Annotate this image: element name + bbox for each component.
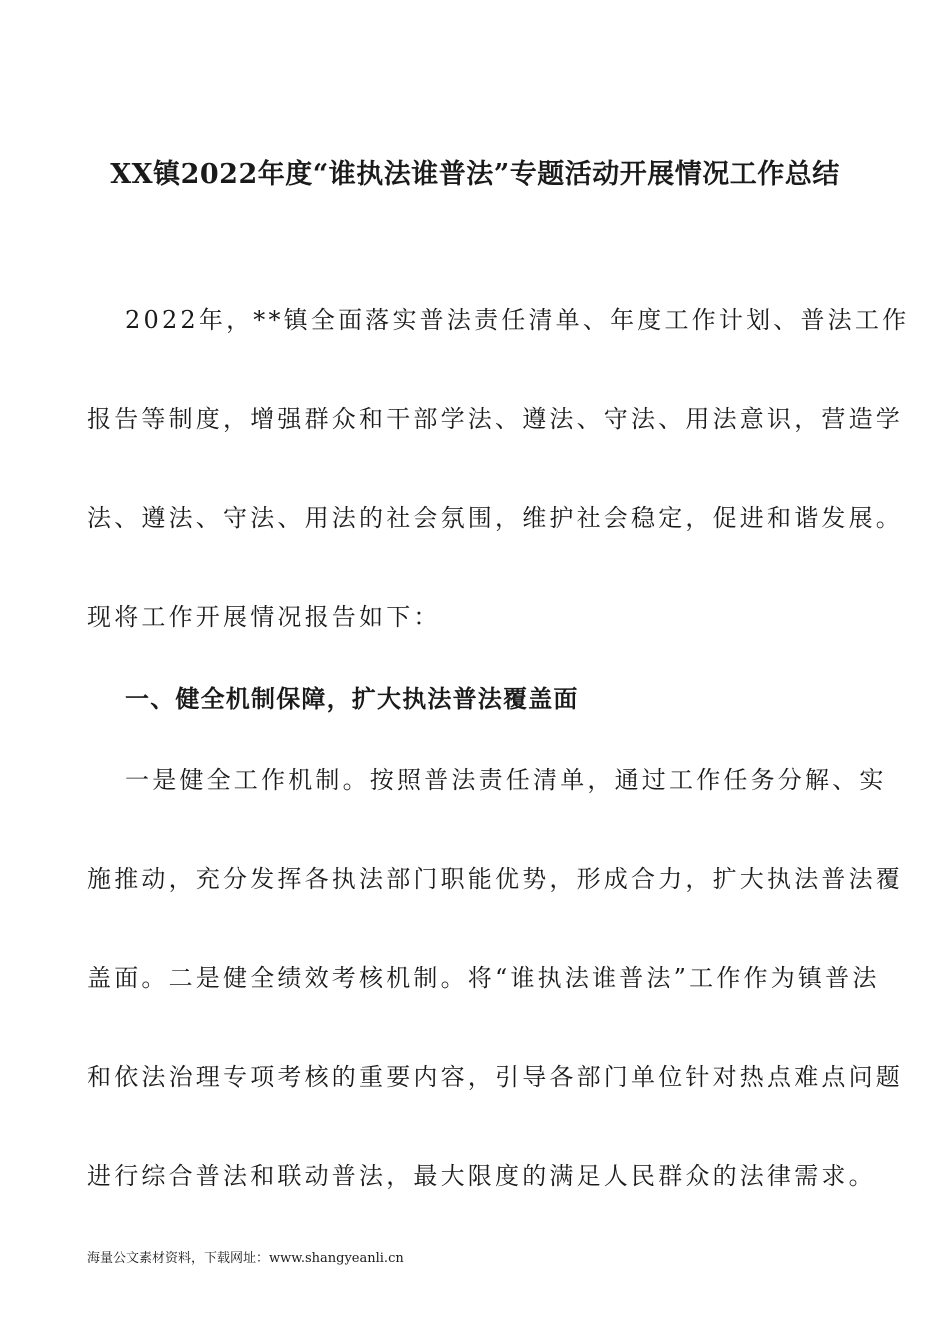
intro-line-3: 法、遵法、守法、用法的社会氛围，维护社会稳定，促进和谐发展。 bbox=[87, 504, 903, 532]
section-line-4: 和依法治理专项考核的重要内容，引导各部门单位针对热点难点问题 bbox=[87, 1063, 903, 1091]
section-line-2: 施推动，充分发挥各执法部门职能优势，形成合力，扩大执法普法覆 bbox=[87, 865, 903, 893]
intro-line-2: 报告等制度，增强群众和干部学法、遵法、守法、用法意识，营造学 bbox=[87, 405, 903, 433]
section-heading: 一、健全机制保障，扩大执法普法覆盖面 bbox=[125, 684, 579, 713]
section-line-5: 进行综合普法和联动普法，最大限度的满足人民群众的法律需求。 bbox=[87, 1162, 876, 1190]
intro-line-1: 2022年，**镇全面落实普法责任清单、年度工作计划、普法工作 bbox=[125, 306, 910, 334]
section-line-1: 一是健全工作机制。按照普法责任清单，通过工作任务分解、实 bbox=[125, 766, 887, 794]
intro-line-4: 现将工作开展情况报告如下： bbox=[87, 603, 441, 631]
footer-note: 海量公文素材资料，下载网址：www.shangyeanli.cn bbox=[87, 1251, 404, 1266]
document-title: XX镇2022年度“谁执法谁普法”专题活动开展情况工作总结 bbox=[110, 159, 840, 190]
section-line-3: 盖面。二是健全绩效考核机制。将“谁执法谁普法”工作作为镇普法 bbox=[87, 964, 880, 992]
